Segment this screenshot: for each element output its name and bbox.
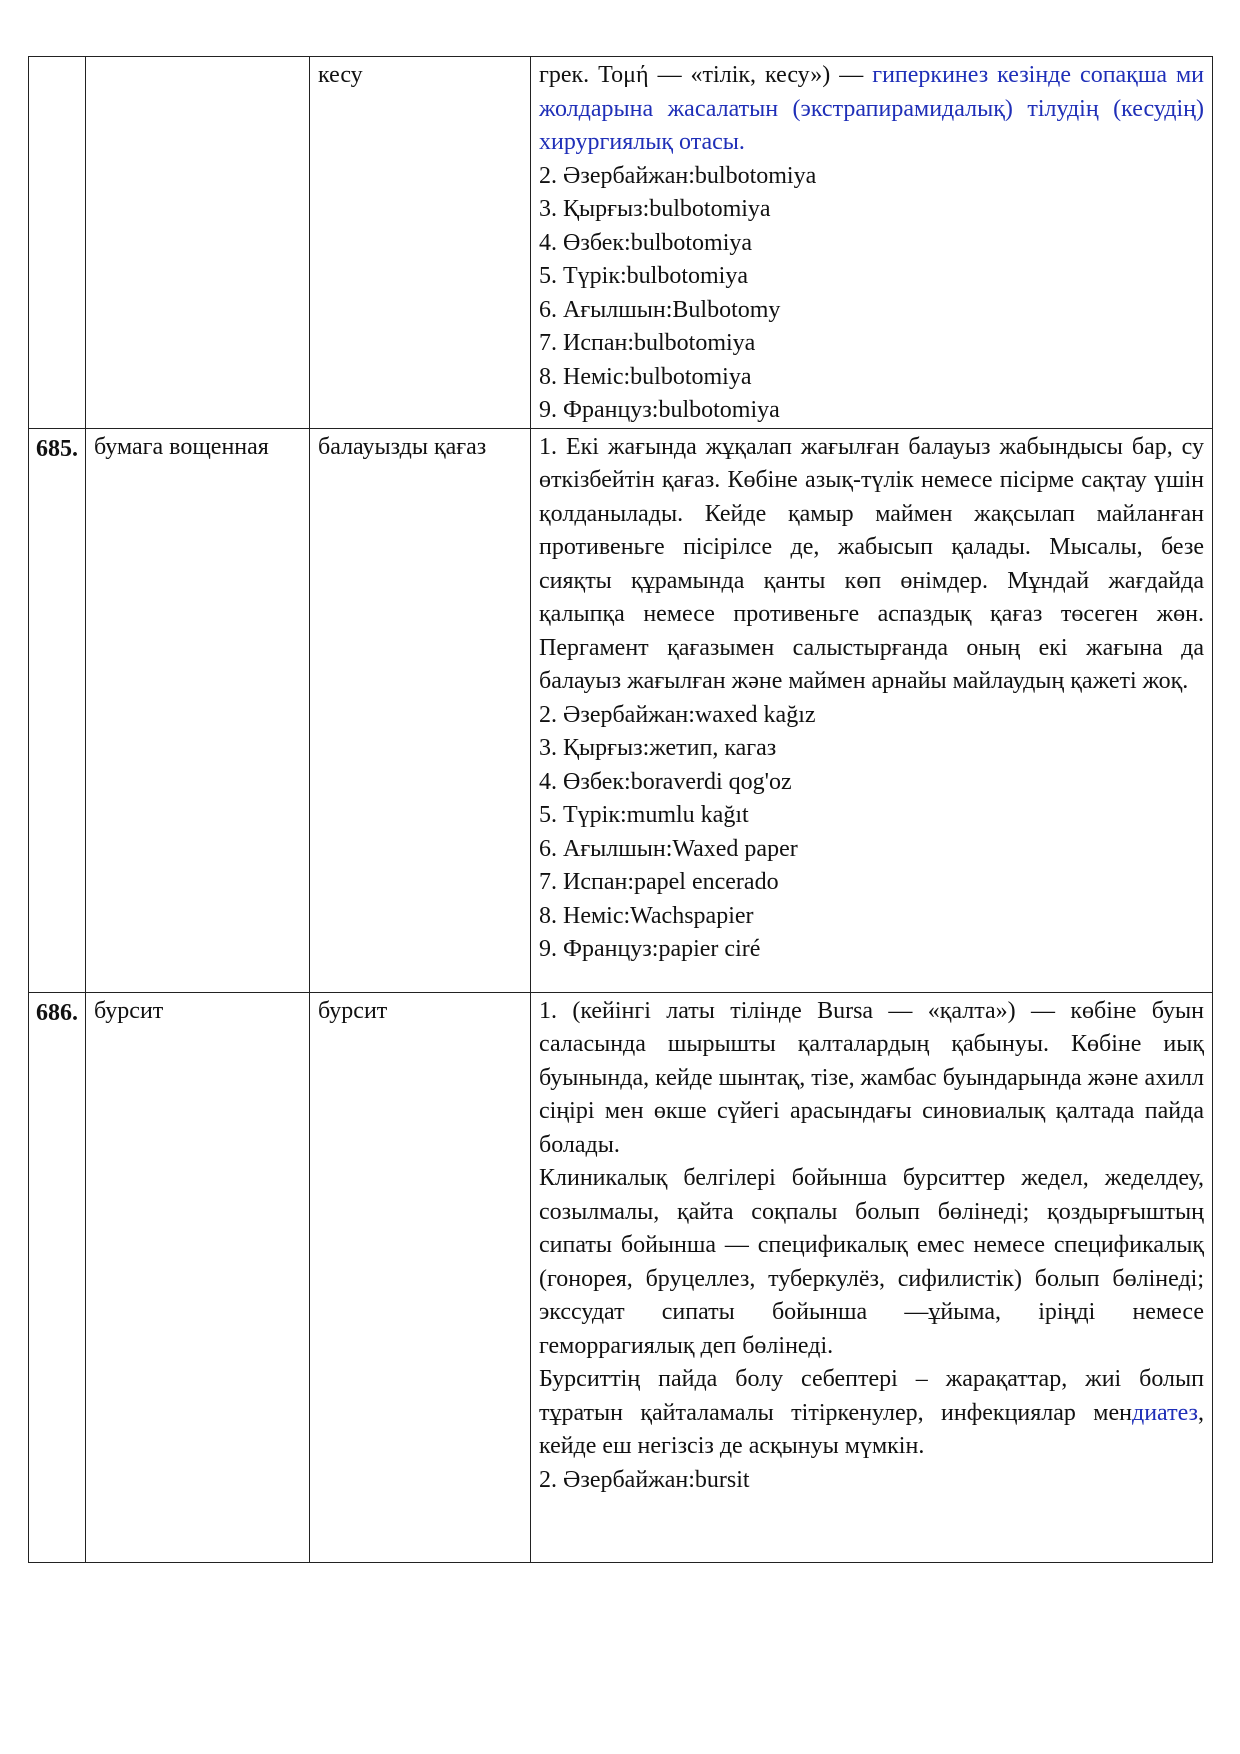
translation-de: 8. Неміс:Wachspapier: [539, 902, 754, 929]
translation-tr: 5. Түрік:bulbotomiya: [539, 263, 748, 289]
definition-cell: [531, 992, 1213, 1562]
diathesis-link[interactable]: диатез: [1132, 1399, 1198, 1426]
definition-text: 1. Екі жағында жұқалап жағылған балауыз жабындысы бар, су өткізбейтін қағаз. Көбіне азық-түлік немесе пісірме сақтау үшін қолданылады. Кейде қамыр маймен жақсылап майланған противеньге пісірілсе де, жабысып қалады. Мысалы, безе сияқты құрамында қанты көп өнімдер. Мұндай жағдайда қалыпқа немесе противеньге аспаздық қағаз төсеген жөн. Пергамент қағазымен салыстырғанда оның екі жағына да балауыз жағылған және маймен арнайы майлаудың қажеті жоқ.: [539, 433, 1204, 694]
dictionary-table: [28, 56, 1213, 1563]
translation-de: 8. Неміс:bulbotomiya: [539, 363, 752, 390]
translation-en: 6. Ағылшын:Waxed paper: [539, 835, 798, 862]
translation-az: 2. Әзербайжан:bulbotomiya: [539, 162, 817, 189]
definition-prefix: грек. Τομή — «тілік, кесу») —: [539, 62, 873, 88]
entry-number: [29, 57, 86, 429]
entry-number: 686.: [29, 992, 86, 1562]
definition-suffix: , кейде еш негізсіз де асқынуы мүмкін.: [539, 1399, 1204, 1459]
table-row: [29, 992, 1213, 1562]
translation-es: 7. Испан:bulbotomiya: [539, 330, 756, 356]
russian-term: [86, 57, 310, 429]
translation-az: 2. Әзербайжан:waxed kağız: [539, 701, 816, 728]
definition-cell: [531, 57, 1213, 429]
definition-cell: [531, 428, 1213, 992]
kazakh-term: бурсит: [310, 992, 531, 1562]
definition-paragraph-2: Клиникалық белгілері бойынша бурситтер жедел, жеделдеу, созылмалы, қайта соқпалы болып бөлінеді; қоздырғыштың сипаты бойынша — спецификалық емес немесе спецификалық (гонорея, бруцеллез, туберкулёз, сифилистік) болып бөлінеді; экссудат сипаты бойынша —ұйыма, іріңді немесе геморрагиялық деп бөлінеді.: [539, 1165, 1204, 1359]
translation-ky: 3. Қырғыз:жетип, кагаз: [539, 735, 777, 761]
definition-link-text[interactable]: гиперкинез кезінде сопақша ми жолдарына жасалатын (экстрапирамидалық) тілудің (кесудің) хирургиялық отасы.: [539, 62, 1205, 155]
translation-uz: 4. Өзбек:bulbotomiya: [539, 229, 753, 256]
translation-ky: 3. Қырғыз:bulbotomiya: [539, 196, 771, 222]
kazakh-term: кесу: [310, 57, 531, 429]
kazakh-term: балауызды қағаз: [310, 428, 531, 992]
translation-fr: 9. Француз:papier ciré: [539, 936, 761, 962]
definition-text: [539, 59, 1204, 160]
table-row: [29, 428, 1213, 992]
translation-es: 7. Испан:papel encerado: [539, 869, 779, 895]
translation-tr: 5. Түрік:mumlu kağıt: [539, 802, 749, 828]
definition-paragraph-3: [539, 1363, 1204, 1464]
entry-number: 685.: [29, 428, 86, 992]
translation-fr: 9. Француз:bulbotomiya: [539, 397, 780, 423]
russian-term: бумага вощенная: [86, 428, 310, 992]
translation-en: 6. Ағылшын:Bulbotomy: [539, 296, 781, 323]
translation-uz: 4. Өзбек:boraverdi qog'oz: [539, 768, 792, 795]
definition-paragraph-1: 1. (кейінгі латы тілінде Bursa — «қалта») — көбіне буын саласында шырышты қалталардың қабынуы. Көбіне иық буынында, кейде шынтақ, тізе, жамбас буындарында және ахилл сіңірі мен өкше сүйегі арасындағы синовиалық қалтада пайда болады.: [539, 997, 1204, 1158]
table-row: [29, 57, 1213, 429]
definition-prefix: Бурситтің пайда болу себептері – жарақаттар, жиі болып тұратын қайталамалы тітіркенулер, инфекциялар мен: [539, 1366, 1204, 1426]
russian-term: бурсит: [86, 992, 310, 1562]
translation-az: 2. Әзербайжан:bursit: [539, 1466, 750, 1493]
